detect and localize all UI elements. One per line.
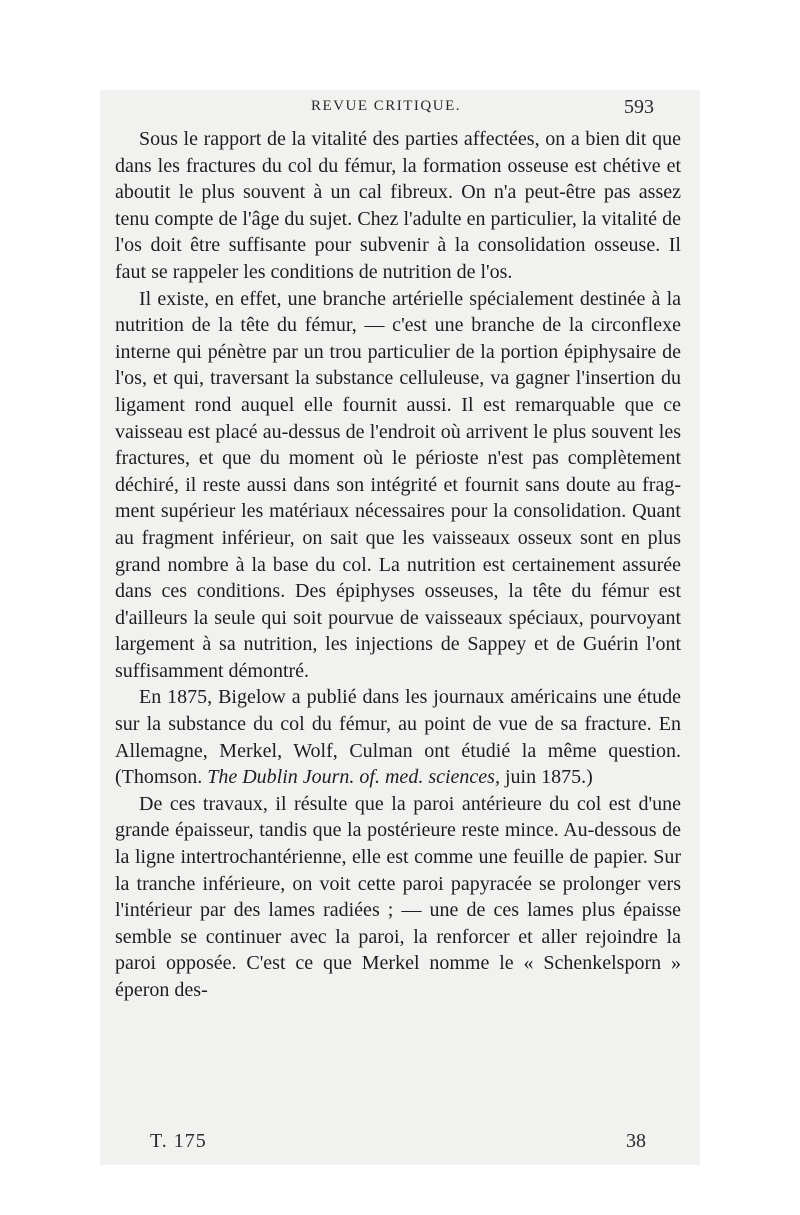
paragraph-3 xyxy=(115,684,681,790)
paragraph-3-text-before: En 1875, Bigelow a publié dans les journaux américains une étude sur la substance du col du fémur, au point de vue de sa fracture. En Allemagne, Merkel, Wolf, Culman ont étudié la même question. (Thomson. xyxy=(115,686,681,789)
paragraph-4: De ces travaux, il résulte que la paroi antérieure du col est d'une grande épaisseur, tandis que la postérieure reste mince. Au-dessous de la ligne intertrochantérienne, elle est comme une feuille de papier. Sur la tranche inférieure, on voit cette paroi papyracée se prolonger vers l'intérieur par des lames radiées ; — une de ces lames plus épaisse semble se continuer avec la paroi, la renforcer et aller rejoindre la paroi opposée. C'est ce que Merkel nomme le « Schenkelsporn » éperon des- xyxy=(115,792,681,1001)
paragraph-2: Il existe, en effet, une branche artérielle spécialement destinée à la nutrition de la tête du fémur, — c'est une branche de la circonflexe interne qui pénètre par un trou particulier de la portion épiphysaire de l'os, et qui, traversant la substance celluleuse, va gagner l'insertion du ligament rond auquel elle fournit aussi. Il est remarquable que ce vaisseau est placé au-dessus de l'endroit où arrivent le plus souvent les fractures, et que du moment où le périoste n'est pas complètement déchiré, il reste aussi dans son intégrité et fournit sans doute au fragment supérieur les matériaux nécessaires pour la consolidation. Quant au fragment inférieur, on sait que les vaisseaux osseux sont en plus grand nombre à la base du col. La nutrition est certainement assurée dans ces conditions. Des épiphyses osseuses, la tête du fémur est d'ailleurs la seule qui soit pourvue de vaisseaux spéciaux, pourvoyant largement à sa nutrition, les injections de Sappey et de Guérin l'ont suffisamment démontré. xyxy=(115,287,681,682)
journal-title-citation: The Dublin Journ. of. med. sciences, xyxy=(207,766,500,789)
body-text xyxy=(115,126,681,1004)
page-footer xyxy=(150,1130,646,1160)
signature-mark: T. 175 xyxy=(150,1130,207,1152)
page-header xyxy=(118,96,654,124)
folio-number: 38 xyxy=(626,1130,646,1152)
page-number: 593 xyxy=(624,96,654,118)
paragraph-1: Sous le rapport de la vitalité des parties affectées, on a bien dit que dans les fractures du col du fémur, la formation osseuse est chétive et aboutit le plus souvent à un cal fibreux. On n'a peut-être pas assez tenu compte de l'âge du sujet. Chez l'adulte en particulier, la vitalité de l'os doit être suffisante pour subvenir à la consolidation osseuse. Il faut se rappeler les conditions de nutrition de l'os. xyxy=(115,128,681,283)
paragraph-3-text-after: juin 1875.) xyxy=(499,766,593,789)
running-title: REVUE CRITIQUE. xyxy=(311,98,461,114)
